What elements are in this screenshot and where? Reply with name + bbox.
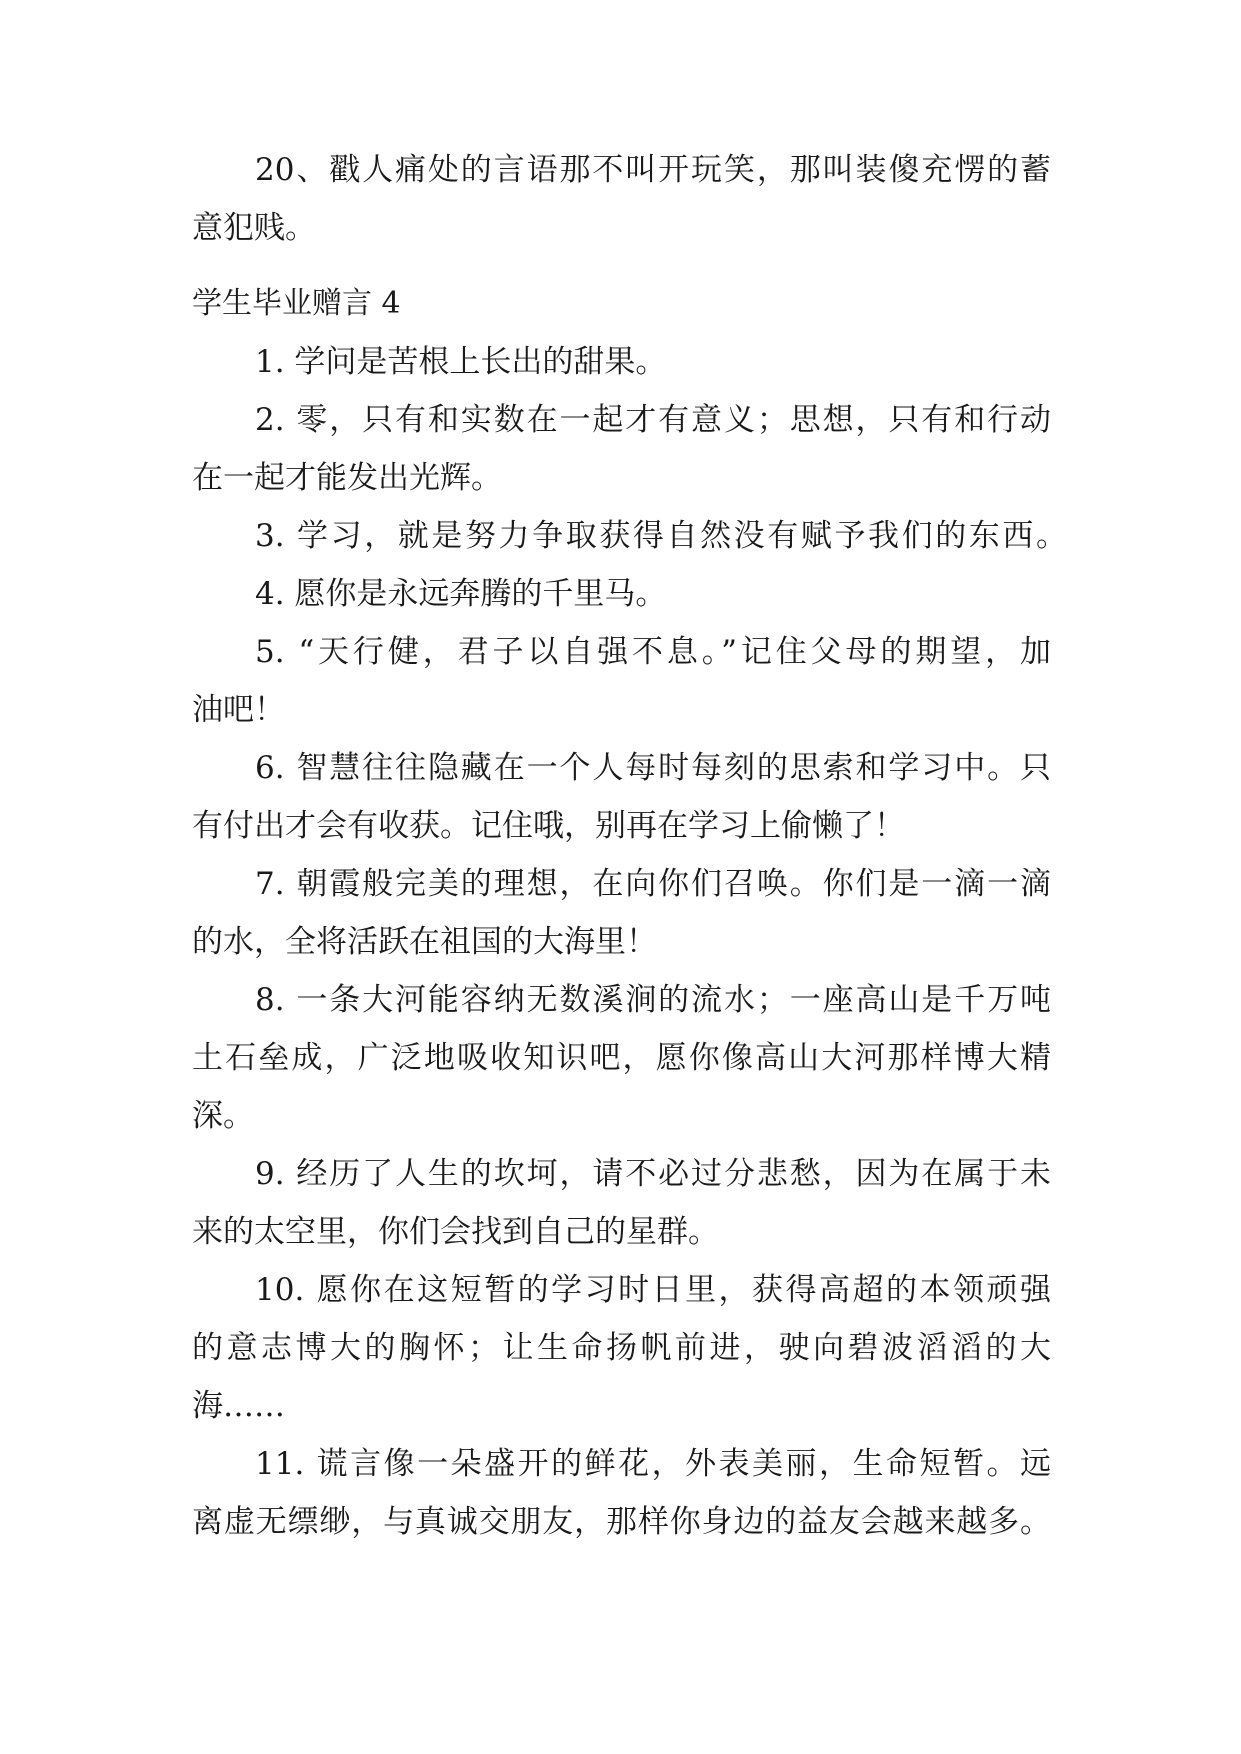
item-8-line-2: 土石垒成，广泛地吸收知识吧，愿你像高山大河那样博大精 (192, 1040, 1051, 1076)
item-4-line-1: 4. 愿你是永远奔腾的千里马。 (255, 576, 667, 612)
item-6-line-2: 有付出才会有收获。记住哦，别再在学习上偷懒了！ (192, 808, 905, 844)
item-6-line-1: 6. 智慧往往隐藏在一个人每时每刻的思索和学习中。只 (255, 750, 1051, 786)
item-9-line-1: 9. 经历了人生的坎坷，请不必过分悲愁，因为在属于未 (255, 1156, 1051, 1192)
item-20-line-2: 意犯贱。 (192, 210, 316, 246)
item-20-line-1: 20、戳人痛处的言语那不叫开玩笑，那叫装傻充愣的蓄 (255, 152, 1051, 188)
section-title: 学生毕业赠言 4 (192, 286, 401, 321)
item-11-line-1: 11. 谎言像一朵盛开的鲜花，外表美丽，生命短暂。远 (255, 1446, 1051, 1482)
item-2-line-1: 2. 零，只有和实数在一起才有意义；思想，只有和行动 (255, 402, 1051, 438)
item-10-line-3: 海…… (192, 1388, 285, 1424)
item-1-line-1: 1. 学问是苦根上长出的甜果。 (255, 344, 667, 380)
item-5-line-1: 5. “天行健，君子以自强不息。”记住父母的期望，加 (255, 634, 1051, 670)
item-7-line-2: 的水，全将活跃在祖国的大海里！ (192, 924, 657, 960)
item-3-line-1: 3. 学习，就是努力争取获得自然没有赋予我们的东西。 (255, 518, 1067, 554)
item-2-line-2: 在一起才能发出光辉。 (192, 460, 502, 496)
item-10-line-2: 的意志博大的胸怀；让生命扬帆前进，驶向碧波滔滔的大 (192, 1330, 1051, 1366)
item-7-line-1: 7. 朝霞般完美的理想，在向你们召唤。你们是一滴一滴 (255, 866, 1051, 902)
item-5-line-2: 油吧！ (192, 692, 285, 728)
item-10-line-1: 10. 愿你在这短暂的学习时日里，获得高超的本领顽强 (255, 1272, 1051, 1308)
item-8-line-3: 深。 (192, 1098, 254, 1134)
item-9-line-2: 来的太空里，你们会找到自己的星群。 (192, 1214, 719, 1250)
item-11-line-2: 离虚无缥缈，与真诚交朋友，那样你身边的益友会越来越多。 (192, 1504, 1051, 1540)
item-8-line-1: 8. 一条大河能容纳无数溪涧的流水；一座高山是千万吨 (255, 982, 1051, 1018)
